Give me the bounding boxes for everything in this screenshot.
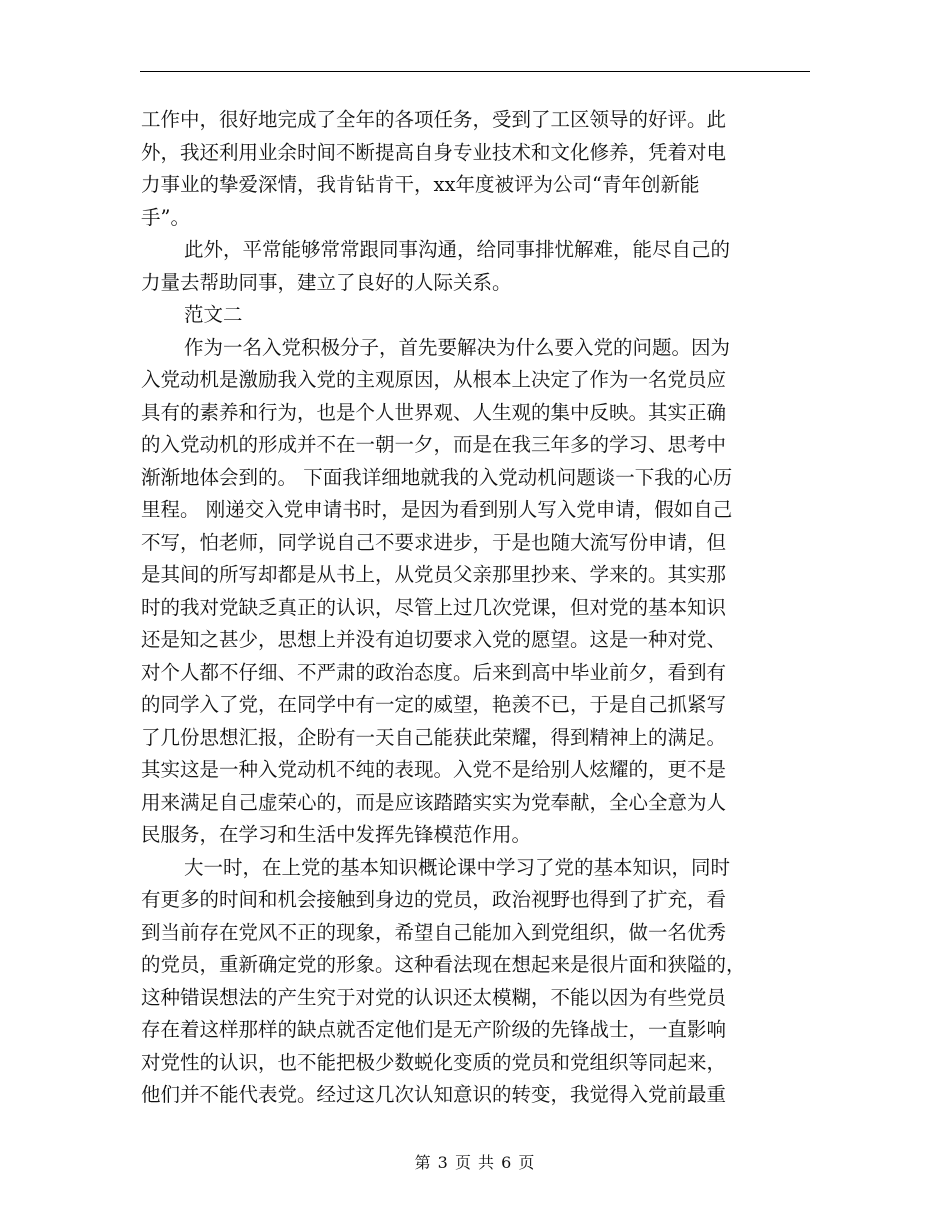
text-line: 大一时，在上党的基本知识概论课中学习了党的基本知识，同时 — [184, 855, 731, 879]
text-line: 入党动机是激励我入党的主观原因，从根本上决定了作为一名党员应 — [141, 368, 727, 391]
text-line: 到当前存在党风不正的现象，希望自己能加入到党组织，做一名优秀 — [141, 920, 727, 944]
text-line: 力事业的挚爱深情，我肯钻肯干，xx年度被评为公司“青年创新能 — [141, 173, 700, 196]
text-line: 存在着这样那样的缺点就否定他们是无产阶级的先锋战士，一直影响 — [141, 1018, 727, 1041]
text-line: 了几份思想汇报，企盼有一天自己能获此荣耀，得到精神上的满足。 — [141, 725, 727, 749]
text-line: 作为一名入党积极分子，首先要解决为什么要入党的问题。因为 — [184, 335, 731, 359]
text-line: 其实这是一种入党动机不纯的表现。入党不是给别人炫耀的，更不是 — [141, 758, 727, 781]
text-line: 对党性的认识，也不能把极少数蜕化变质的党员和党组织等同起来， — [141, 1050, 727, 1074]
text-line: 不写，怕老师，同学说自己不要求进步，于是也随大流写份申请，但 — [141, 530, 727, 554]
text-line: 时的我对党缺乏真正的认识，尽管上过几次党课，但对党的基本知识 — [141, 595, 727, 619]
text-line: 范文二 — [184, 303, 243, 326]
text-line: 力量去帮助同事，建立了良好的人际关系。 — [141, 270, 512, 294]
text-line: 还是知之甚少，思想上并没有迫切要求入党的愿望。这是一种对党、 — [141, 628, 727, 651]
text-line: 他们并不能代表党。经过这几次认知意识的转变，我觉得入党前最重 — [141, 1083, 727, 1106]
text-line: 外，我还利用业余时间不断提高自身专业技术和文化修养，凭着对电 — [141, 140, 727, 164]
text-line: 里程。 刚递交入党申请书时，是因为看到别人写入党申请，假如自己 — [141, 498, 733, 521]
body-text — [141, 104, 809, 1112]
text-line: 此外，平常能够常常跟同事沟通，给同事排忧解难，能尽自己的 — [184, 238, 731, 261]
page-footer: 第 3 页 共 6 页 — [414, 1153, 536, 1172]
text-line: 的入党动机的形成并不在一朝一夕，而是在我三年多的学习、思考中 — [141, 433, 727, 456]
text-line: 手”。 — [141, 205, 190, 229]
text-line: 是其间的所写却都是从书上，从党员父亲那里抄来、学来的。其实那 — [141, 563, 727, 586]
text-line: 这种错误想法的产生究于对党的认识还太模糊，不能以因为有些党员 — [141, 985, 727, 1009]
text-line: 用来满足自己虚荣心的，而是应该踏踏实实为党奉献，全心全意为人 — [141, 790, 727, 814]
header-rule — [140, 71, 810, 72]
text-line: 的同学入了党，在同学中有一定的威望，艳羡不已，于是自己抓紧写 — [141, 693, 727, 716]
text-line: 工作中，很好地完成了全年的各项任务，受到了工区领导的好评。此 — [141, 108, 727, 131]
text-line: 有更多的时间和机会接触到身边的党员，政治视野也得到了扩充，看 — [141, 888, 727, 911]
text-line: 渐渐地体会到的。 下面我详细地就我的入党动机问题谈一下我的心历 — [141, 465, 733, 489]
text-line: 民服务，在学习和生活中发挥先锋模范作用。 — [141, 823, 532, 846]
text-line: 的党员，重新确定党的形象。这种看法现在想起来是很片面和狭隘的， — [141, 953, 746, 976]
text-line: 对个人都不仔细、不严肃的政治态度。后来到高中毕业前夕，看到有 — [141, 660, 727, 684]
text-line: 具有的素养和行为，也是个人世界观、人生观的集中反映。其实正确 — [141, 400, 727, 424]
